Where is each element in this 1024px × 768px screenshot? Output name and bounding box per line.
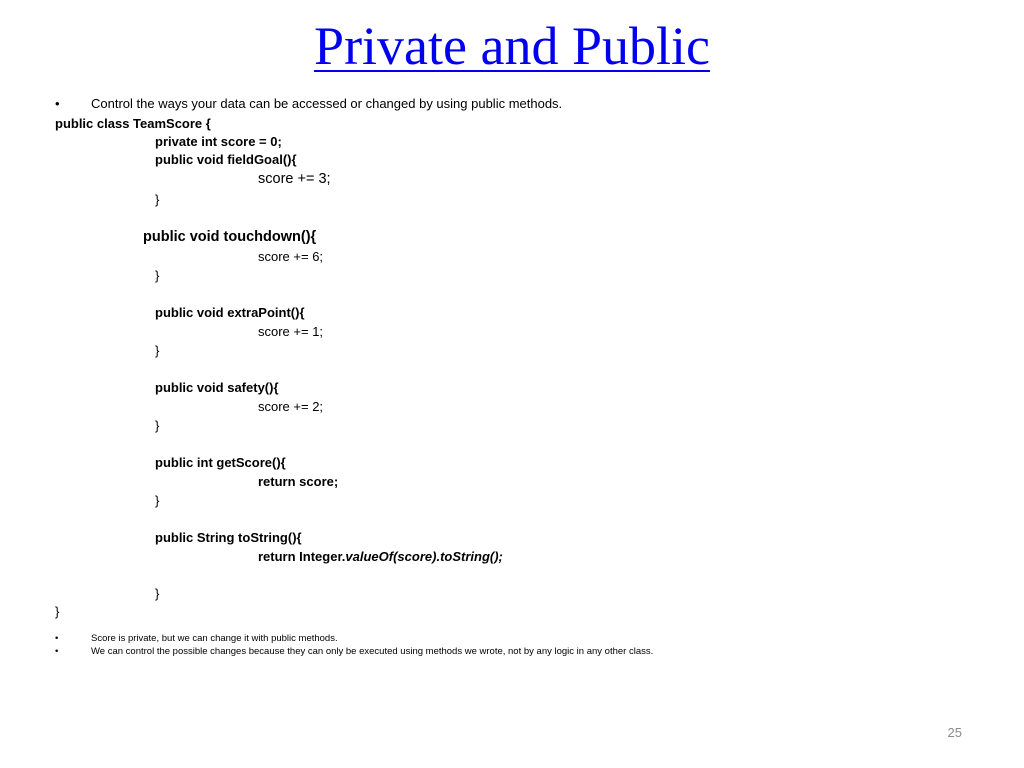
- intro-text: Control the ways your data can be accessed or changed by using public methods.: [91, 96, 563, 111]
- code-line-safety-body: score += 2;: [258, 399, 324, 414]
- note-text: We can control the possible changes because they can only be executed using methods we wrote, not by any logic in any other class.: [91, 646, 654, 657]
- bullet-icon: •: [55, 646, 59, 657]
- code-line-tostring-close: }: [155, 586, 160, 601]
- code-line-getscore-close: }: [155, 493, 160, 508]
- code-line-touchdown-body: score += 6;: [258, 249, 324, 264]
- code-line-extrapoint-body: score += 1;: [258, 324, 324, 339]
- tostring-body-italic: valueOf(score).toString();: [345, 549, 503, 564]
- code-line-touchdown-signature: public void touchdown(){: [143, 229, 317, 245]
- code-line-class-close: }: [55, 604, 60, 619]
- code-line-class-declaration: public class TeamScore {: [55, 116, 211, 131]
- code-line-fieldgoal-close: }: [155, 192, 160, 207]
- code-line-fieldgoal-body: score += 3;: [258, 171, 331, 187]
- code-line-field-declaration: private int score = 0;: [155, 134, 282, 149]
- bullet-icon: •: [55, 96, 60, 111]
- note-text: Score is private, but we can change it with public methods.: [91, 633, 338, 644]
- tostring-body-prefix: return Integer.: [258, 549, 346, 564]
- code-line-extrapoint-close: }: [155, 343, 160, 358]
- code-line-safety-close: }: [155, 418, 160, 433]
- slide-title: Private and Public: [314, 16, 710, 76]
- code-line-tostring-body: [258, 549, 503, 565]
- code-line-tostring-signature: public String toString(){: [155, 530, 302, 545]
- bullet-icon: •: [55, 633, 59, 644]
- code-line-getscore-signature: public int getScore(){: [155, 455, 286, 470]
- code-line-fieldgoal-signature: public void fieldGoal(){: [155, 152, 297, 167]
- code-line-getscore-body: return score;: [258, 474, 339, 489]
- code-line-safety-signature: public void safety(){: [155, 380, 279, 395]
- code-line-touchdown-close: }: [155, 268, 160, 283]
- page-number: 25: [947, 725, 962, 740]
- code-line-extrapoint-signature: public void extraPoint(){: [155, 305, 305, 320]
